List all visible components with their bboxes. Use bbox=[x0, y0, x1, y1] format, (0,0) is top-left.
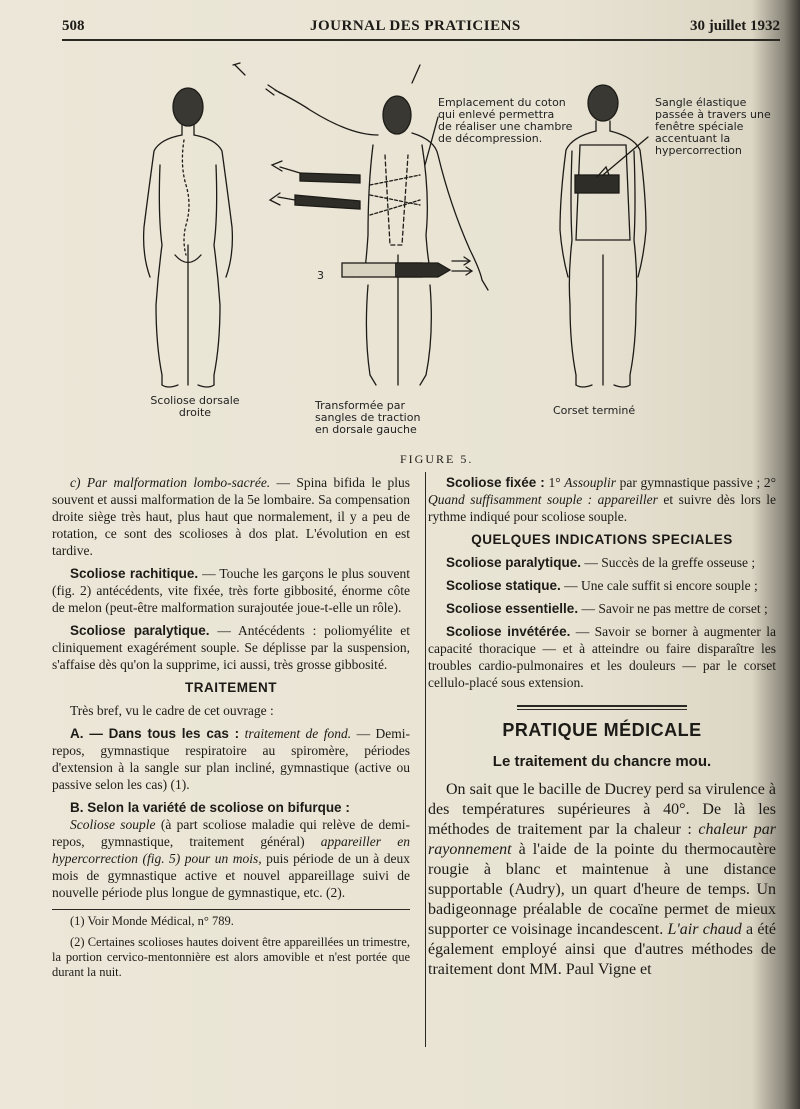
page-number: 508 bbox=[62, 18, 85, 34]
b-italic-1: Scoliose souple bbox=[70, 817, 156, 832]
caption-middle-line: Transformée par bbox=[315, 399, 405, 412]
caption-corset-termine: Corset terminé bbox=[553, 404, 636, 417]
ind1-heading: Scoliose paralytique. bbox=[446, 555, 582, 570]
indication-essentielle bbox=[428, 600, 776, 617]
column-divider bbox=[425, 472, 426, 1047]
indication-statique bbox=[428, 577, 776, 594]
rachitique-heading: Scoliose rachitique. bbox=[70, 566, 199, 581]
fixee-text-2: par gymnastique passive ; 2° bbox=[615, 475, 776, 490]
caption-middle-line: en dorsale gauche bbox=[315, 423, 417, 436]
label-sangle-line: fenêtre spéciale bbox=[655, 120, 744, 133]
footnote-rule bbox=[52, 909, 410, 910]
label-coton-line: de décompression. bbox=[438, 132, 543, 145]
b-text-1: (à part scoliose maladie qui relève de demi-repos, gymnastique, traitement général) bbox=[52, 817, 410, 849]
b-text-2: puis période de un à deux mois de gymnastique active et nouvel appareillage suivi de nouvelle période plus longue de gymnastique, etc. (2). bbox=[52, 851, 410, 900]
indication-invetere bbox=[428, 623, 776, 691]
ind3-text: — Savoir ne pas mettre de corset ; bbox=[578, 601, 768, 616]
paragraph-b-lead bbox=[52, 799, 410, 816]
label-sangle-line: passée à travers une bbox=[655, 108, 771, 121]
fixee-italic-2: Quand suffisamment souple : appareiller bbox=[428, 492, 658, 507]
pm-text-c: a été également employé ainsi que d'autres méthodes de traitement dont MM. Paul Vigne et bbox=[428, 921, 777, 978]
caption-scoliose-dorsale bbox=[140, 395, 250, 419]
page-header bbox=[62, 18, 780, 40]
pm-text-b: à l'aide de la pointe du thermocautère rougie à blanc et maintenue à une distance supportable (Audry), un quart d'heure de temps. Un badigeonnage préalable de cocaïne permet de mieux supporter ce voisinage incandescent. bbox=[428, 841, 776, 938]
malformation-text: — Spina bifida le plus souvent et aussi malformation de la 5e lombaire. Sa compensation droite siège très haut, plus haut que normalement, il y a peu de rotation, ce sont des scolioses à dos plat. L'évolution en est tardive. bbox=[52, 475, 410, 558]
right-column bbox=[428, 474, 776, 986]
rachitique-text: — Touche les garçons le plus souvent (fig. 2) antécédents, vite fixée, très forte gibbosité, énorme côte de melon (peut-être malformation surajoutée joue-t-elle un rôle). bbox=[52, 566, 410, 615]
left-column bbox=[52, 474, 410, 986]
ind2-text: — Une cale suffit si encore souple ; bbox=[560, 578, 758, 593]
label-sangle-line: hypercorrection bbox=[655, 144, 742, 157]
label-sangle-line: accentuant la bbox=[655, 132, 731, 145]
a-lead: A. — Dans tous les cas : bbox=[70, 726, 240, 741]
indication-paralytique bbox=[428, 554, 776, 571]
paragraph-b bbox=[52, 816, 410, 901]
paralytique-text: — Antécédents : poliomyélite et cliniquement exagérément souple. Se déplisse par la suspension, s'affaise dès qu'on la supprime, ici aussi, très grosse gibbosité. bbox=[52, 623, 410, 672]
pratique-medicale-title: PRATIQUE MÉDICALE bbox=[502, 720, 702, 740]
section-double-rule bbox=[517, 705, 687, 710]
ind2-heading: Scoliose statique. bbox=[446, 578, 561, 593]
traitement-intro: Très bref, vu le cadre de cet ouvrage : bbox=[70, 703, 274, 718]
paragraph-malformation bbox=[52, 474, 410, 559]
issue-date: 30 juillet 1932 bbox=[690, 18, 780, 34]
paragraph-paralytique bbox=[52, 622, 410, 673]
b-lead: B. Selon la variété de scoliose on bifurque : bbox=[70, 800, 350, 815]
paragraph-rachitique bbox=[52, 565, 410, 616]
paragraph-fixee bbox=[428, 474, 776, 525]
footnote-1: (1) Voir Monde Médical, n° 789. bbox=[70, 914, 234, 928]
label-coton-line: Emplacement du coton bbox=[438, 96, 566, 109]
paragraph-a bbox=[52, 725, 410, 793]
figure-corset-termine bbox=[560, 85, 648, 387]
malformation-lead: c) Par malformation lombo-sacrée. bbox=[70, 475, 271, 490]
pm-italic-1: chaleur par rayonnement bbox=[428, 821, 777, 858]
fixee-heading: Scoliose fixée : bbox=[446, 475, 545, 490]
fixee-text-3: et suivre dès lors le rythme indiqué pour scoliose souple. bbox=[428, 492, 776, 524]
header-rule bbox=[62, 39, 780, 41]
indications-title: QUELQUES INDICATIONS SPECIALES bbox=[471, 532, 733, 547]
ind4-heading: Scoliose invétérée. bbox=[446, 624, 571, 639]
pm-text-a: On sait que le bacille de Ducrey perd sa virulence à des températures supérieures à 40°. De là les méthodes de traitement par la chaleur : bbox=[428, 781, 776, 838]
fixee-italic-1: Assouplir bbox=[564, 475, 616, 490]
caption-left-line: droite bbox=[178, 406, 212, 419]
pm-italic-2: L'air chaud bbox=[667, 921, 742, 938]
ind3-heading: Scoliose essentielle. bbox=[446, 601, 579, 616]
chancre-mou-subtitle: Le traitement du chancre mou. bbox=[492, 753, 712, 770]
traitement-title: TRAITEMENT bbox=[185, 680, 277, 695]
caption-left-line: Scoliose dorsale bbox=[150, 394, 240, 407]
fixee-text-1: 1° bbox=[544, 475, 565, 490]
figure-number-mark: 3 bbox=[317, 269, 324, 282]
journal-title: JOURNAL DES PRATICIENS bbox=[310, 18, 521, 34]
ind4-text: — Savoir se borner à augmenter la capacité thoracique — et à atteindre ou faire disparaître les troubles cardio-pulmonaires et les douleurs — par le corset cellulo-placé sous extension. bbox=[428, 624, 776, 690]
label-coton-line: qui enlevé permettra bbox=[438, 108, 555, 121]
caption-transformee bbox=[315, 400, 435, 436]
a-italic: traitement de fond. bbox=[239, 726, 352, 741]
b-italic-2: appareiller en hypercorrection (fig. 5) pour un mois, bbox=[52, 834, 410, 866]
caption-middle-line: sangles de traction bbox=[315, 411, 421, 424]
paralytique-heading: Scoliose paralytique. bbox=[70, 623, 210, 638]
label-coton-line: de réaliser une chambre bbox=[438, 120, 573, 133]
figure-scoliose-dorsale-droite bbox=[144, 88, 233, 387]
label-coton bbox=[438, 97, 573, 145]
paragraph-chancre bbox=[428, 780, 776, 980]
figure-5-illustration bbox=[120, 55, 780, 450]
footnote-2: (2) Certaines scolioses hautes doivent être appareillées un trimestre, la portion cervico-mentonnière est alors amovible et n'est portée que durant la nuit. bbox=[52, 935, 410, 979]
label-sangle bbox=[655, 97, 780, 157]
label-sangle-line: Sangle élastique bbox=[655, 96, 747, 109]
a-text: — Demi-repos, gymnastique respiratoire au spiromère, périodes d'extension à la sangle sur plan incliné, gymnastique (active ou passive selon les cas) (1). bbox=[52, 726, 410, 792]
figure-caption: FIGURE 5. bbox=[400, 452, 474, 466]
ind1-text: — Succès de la greffe osseuse ; bbox=[581, 555, 756, 570]
